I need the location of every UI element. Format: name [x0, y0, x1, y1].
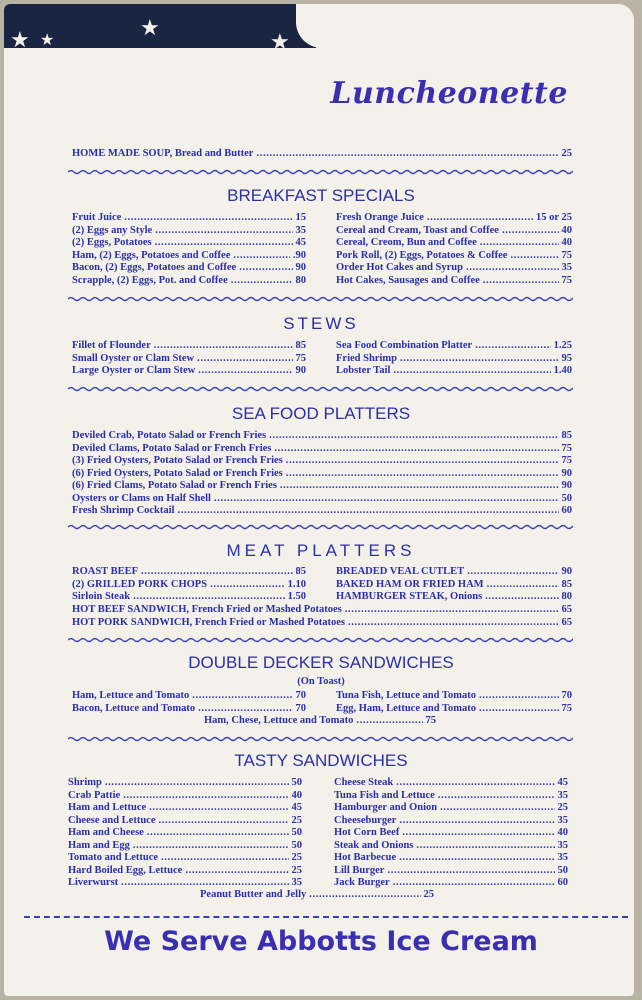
menu-item: Jack Burger . . . 60 — [334, 877, 568, 890]
star-icon: ★ — [140, 16, 160, 41]
meat-full-list — [72, 604, 572, 629]
menu-item: BAKED HAM OR FRIED HAM . . . 85 — [336, 579, 572, 592]
menu-item: Tuna Fish and Lettuce . . . 35 — [334, 790, 568, 803]
menu-item: Hot Corn Beef . . . 40 — [334, 827, 568, 840]
menu-item: Small Oyster or Clam Stew . . . 75 — [72, 353, 306, 366]
star-icon: ★ — [40, 30, 55, 49]
menu-item: Cereal and Cream, Toast and Coffee . . . 40 — [336, 225, 572, 238]
item-name: HOME MADE SOUP, Bread and Butter — [72, 148, 254, 159]
double-right-column — [336, 690, 572, 715]
menu-item: Cheeseburger . . . 35 — [334, 815, 568, 828]
section-heading: MEAT PLATTERS — [226, 541, 416, 560]
menu-item: Egg, Ham, Lettuce and Tomato . . . 75 — [336, 703, 572, 716]
menu-item: Hot Cakes, Sausages and Coffee . . . 75 — [336, 275, 572, 288]
section-heading: BREAKFAST SPECIALS — [227, 186, 415, 205]
wavy-divider — [68, 169, 573, 175]
menu-item: Large Oyster or Clam Stew . . . 90 — [72, 365, 306, 378]
menu-item: Lill Burger . . . 50 — [334, 865, 568, 878]
menu-item: Tomato and Lettuce . . . 25 — [68, 852, 302, 865]
item-price: 25 — [561, 148, 572, 159]
menu-item: Ham and Cheese . . . 50 — [68, 827, 302, 840]
menu-item: Fresh Orange Juice . . . 15 or 25 — [336, 212, 572, 225]
wavy-divider — [68, 386, 573, 392]
breakfast-right-column — [336, 212, 572, 287]
menu-item: Hot Barbecue . . . 35 — [334, 852, 568, 865]
menu-item: (3) Fried Oysters, Potato Salad or French Fries . . . 75 — [72, 455, 572, 468]
dashed-divider — [24, 916, 628, 918]
menu-item: Hamburger and Onion . . . 25 — [334, 802, 568, 815]
menu-item: Scrapple, (2) Eggs, Pot. and Coffee . . . 80 — [72, 275, 306, 288]
seafood-list — [72, 430, 572, 518]
menu-item: Cheese Steak . . . 45 — [334, 777, 568, 790]
menu-item: Oysters or Clams on Half Shell . . . 50 — [72, 493, 572, 506]
menu-item: Fruit Juice . . . 15 — [72, 212, 306, 225]
footer-slogan: We Serve Abbotts Ice Cream — [104, 926, 538, 957]
menu-item: Sirloin Steak . . . 1.50 — [72, 591, 306, 604]
menu-item: Deviled Crab, Potato Salad or French Fries . . . 85 — [72, 430, 572, 443]
menu-item: Liverwurst . . . 35 — [68, 877, 302, 890]
wavy-divider — [68, 736, 573, 742]
menu-item: Ham, (2) Eggs, Potatoes and Coffee . . . .90 — [72, 250, 306, 263]
menu-item: Shrimp . . . 50 — [68, 777, 302, 790]
wavy-divider — [68, 637, 573, 643]
menu-item: Lobster Tail . . . 1.40 — [336, 365, 572, 378]
menu-item: Fillet of Flounder . . . 85 — [72, 340, 306, 353]
tasty-right-column — [334, 777, 568, 890]
menu-item: Sea Food Combination Platter . . . 1.25 — [336, 340, 572, 353]
star-icon: ★ — [10, 28, 30, 53]
menu-item: Steak and Onions . . . 35 — [334, 840, 568, 853]
menu-item: Cheese and Lettuce . . . 25 — [68, 815, 302, 828]
menu-item: Ham, Lettuce and Tomato . . . 70 — [72, 690, 306, 703]
menu-item: HOT BEEF SANDWICH, French Fried or Mashed Potatoes . . . 65 — [72, 604, 572, 617]
menu-item: Crab Pattie . . . 40 — [68, 790, 302, 803]
section-heading: STEWS — [283, 314, 359, 333]
menu-item: (2) Eggs, Potatoes . . . 45 — [72, 237, 306, 250]
menu-item: Tuna Fish, Lettuce and Tomato . . . 70 — [336, 690, 572, 703]
menu-item: Bacon, Lettuce and Tomato . . . 70 — [72, 703, 306, 716]
menu-item — [72, 148, 572, 161]
menu-item: ROAST BEEF . . . 85 — [72, 566, 306, 579]
section-heading: SEA FOOD PLATTERS — [231, 404, 411, 423]
menu-title: Luncheonette — [330, 76, 568, 111]
menu-item: (6) Fried Oysters, Potato Salad or French Fries . . . 90 — [72, 468, 572, 481]
menu-item: Bacon, (2) Eggs, Potatoes and Coffee . . . 90 — [72, 262, 306, 275]
menu-item: (6) Fried Clams, Potato Salad or French Fries . . . 90 — [72, 480, 572, 493]
menu-item: Fresh Shrimp Cocktail . . . 60 — [72, 505, 572, 518]
menu-item: Ham, Chese, Lettuce and Tomato . . . 75 — [204, 715, 436, 728]
section-heading: DOUBLE DECKER SANDWICHES — [188, 653, 454, 672]
menu-item: Fried Shrimp . . . 95 — [336, 353, 572, 366]
menu-item: (2) Eggs any Style . . . 35 — [72, 225, 306, 238]
meat-left-column — [72, 566, 306, 604]
menu-item: Ham and Egg . . . 50 — [68, 840, 302, 853]
menu-item: Hard Boiled Egg, Lettuce . . . 25 — [68, 865, 302, 878]
stews-left-column — [72, 340, 306, 378]
menu-item: Ham and Lettuce . . . 45 — [68, 802, 302, 815]
menu-item: HOT PORK SANDWICH, French Fried or Mashed Potatoes . . . 65 — [72, 617, 572, 630]
menu-item: Peanut Butter and Jelly . . . 25 — [200, 889, 434, 902]
menu-item: Pork Roll, (2) Eggs, Potatoes & Coffee . . . 75 — [336, 250, 572, 263]
star-icon: ★ — [270, 30, 290, 55]
section-subheading: (On Toast) — [297, 676, 345, 687]
menu-item: (2) GRILLED PORK CHOPS . . . 1.10 — [72, 579, 306, 592]
meat-right-column — [336, 566, 572, 604]
wavy-divider — [68, 524, 573, 530]
menu-item: HAMBURGER STEAK, Onions . . . 80 — [336, 591, 572, 604]
section-heading: TASTY SANDWICHES — [234, 751, 408, 770]
breakfast-left-column — [72, 212, 306, 287]
double-left-column — [72, 690, 306, 715]
wavy-divider — [68, 296, 573, 302]
menu-item: BREADED VEAL CUTLET . . . 90 — [336, 566, 572, 579]
menu-item: Deviled Clams, Potato Salad or French Fries . . . 75 — [72, 443, 572, 456]
tasty-left-column — [68, 777, 302, 890]
menu-item: Order Hot Cakes and Syrup . . . 35 — [336, 262, 572, 275]
stews-right-column — [336, 340, 572, 378]
menu-item: Cereal, Creom, Bun and Coffee . . . 40 — [336, 237, 572, 250]
